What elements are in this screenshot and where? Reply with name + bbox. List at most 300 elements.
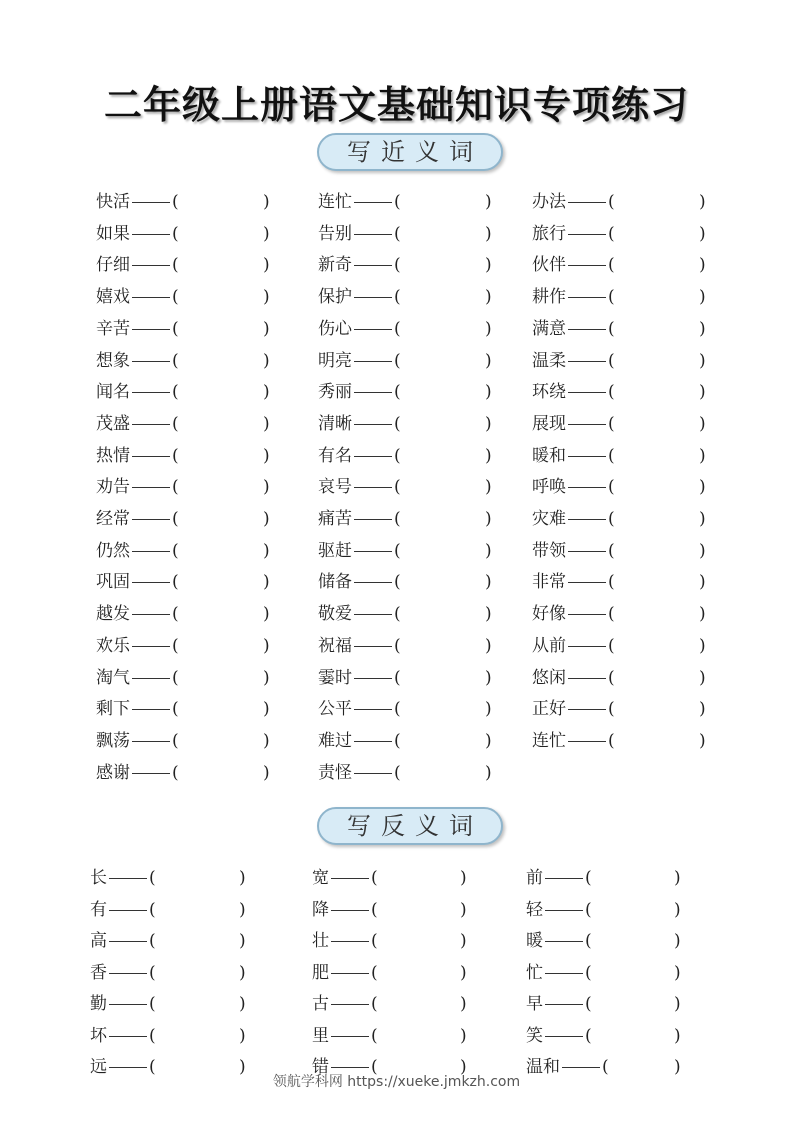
open-paren: ( <box>394 350 401 371</box>
exercise-item <box>318 380 497 404</box>
exercise-item <box>532 190 711 214</box>
open-paren: ( <box>394 699 401 720</box>
exercise-item <box>96 539 275 563</box>
exercise-item <box>532 222 711 246</box>
exercise-item <box>532 317 711 341</box>
dash-line <box>568 487 606 488</box>
exercise-word: 好像 <box>532 604 566 625</box>
exercise-word: 正好 <box>532 699 566 720</box>
exercise-word: 如果 <box>96 223 130 244</box>
close-paren: ) <box>263 382 270 403</box>
close-paren: ) <box>460 1025 467 1046</box>
exercise-item <box>96 222 275 246</box>
dash-line <box>568 519 606 520</box>
open-paren: ( <box>371 1025 378 1046</box>
close-paren: ) <box>460 868 467 888</box>
open-paren: ( <box>149 994 156 1014</box>
close-paren: ) <box>239 868 246 888</box>
dash-line <box>354 678 392 679</box>
open-paren: ( <box>394 635 401 656</box>
dash-line <box>354 329 392 330</box>
exercise-item <box>96 380 275 404</box>
close-paren: ) <box>699 699 706 720</box>
exercise-item <box>312 992 472 1016</box>
exercise-word: 巩固 <box>96 572 130 593</box>
close-paren: ) <box>263 350 270 371</box>
dash-line <box>354 392 392 393</box>
exercise-item <box>90 1024 251 1048</box>
close-paren: ) <box>699 667 706 688</box>
exercise-item <box>96 253 275 277</box>
exercise-item <box>532 444 711 468</box>
dash-line <box>132 678 170 679</box>
close-paren: ) <box>239 1025 246 1046</box>
dash-line <box>132 265 170 266</box>
open-paren: ( <box>172 699 179 720</box>
close-paren: ) <box>674 868 681 888</box>
open-paren: ( <box>172 223 179 244</box>
exercise-item <box>532 697 711 721</box>
open-paren: ( <box>394 477 401 498</box>
open-paren: ( <box>172 509 179 529</box>
dash-line <box>109 1004 147 1005</box>
exercise-word: 勤 <box>90 994 107 1014</box>
open-paren: ( <box>608 223 615 244</box>
exercise-word: 长 <box>90 868 107 888</box>
dash-line <box>109 941 147 942</box>
dash-line <box>568 709 606 710</box>
exercise-item <box>526 992 686 1016</box>
open-paren: ( <box>172 350 179 371</box>
exercise-item <box>96 349 275 373</box>
exercise-item <box>526 929 686 953</box>
open-paren: ( <box>371 962 378 983</box>
exercise-word: 香 <box>90 962 107 983</box>
close-paren: ) <box>263 192 270 212</box>
exercise-word: 里 <box>312 1025 329 1046</box>
exercise-word: 办法 <box>532 192 566 212</box>
exercise-word: 快活 <box>96 192 130 212</box>
close-paren: ) <box>699 477 706 498</box>
open-paren: ( <box>172 192 179 212</box>
exercise-item <box>96 412 275 436</box>
exercise-item <box>318 602 497 626</box>
open-paren: ( <box>394 318 401 339</box>
exercise-item <box>90 992 251 1016</box>
exercise-item <box>526 1024 686 1048</box>
page-title: 二年级上册语文基础知识专项练习 <box>103 82 689 127</box>
exercise-item <box>318 190 497 214</box>
close-paren: ) <box>699 192 706 212</box>
dash-line <box>354 551 392 552</box>
dash-line <box>354 487 392 488</box>
dash-line <box>132 614 170 615</box>
open-paren: ( <box>172 604 179 625</box>
exercise-item <box>532 380 711 404</box>
exercise-word: 降 <box>312 899 329 920</box>
open-paren: ( <box>608 635 615 656</box>
exercise-item <box>90 961 251 985</box>
section-header-antonyms <box>317 807 503 845</box>
dash-line <box>132 202 170 203</box>
exercise-word: 嬉戏 <box>96 287 130 308</box>
exercise-word: 痛苦 <box>318 509 352 529</box>
dash-line <box>568 424 606 425</box>
exercise-word: 错 <box>312 1057 329 1077</box>
close-paren: ) <box>485 509 492 529</box>
dash-line <box>132 646 170 647</box>
exercise-item <box>532 285 711 309</box>
dash-line <box>354 741 392 742</box>
exercise-word: 辛苦 <box>96 318 130 339</box>
close-paren: ) <box>485 255 492 276</box>
dash-line <box>132 487 170 488</box>
open-paren: ( <box>149 899 156 920</box>
close-paren: ) <box>485 287 492 308</box>
open-paren: ( <box>394 255 401 276</box>
exercise-word: 清晰 <box>318 413 352 434</box>
dash-line <box>354 361 392 362</box>
dash-line <box>568 265 606 266</box>
open-paren: ( <box>394 540 401 561</box>
open-paren: ( <box>608 730 615 751</box>
exercise-word: 暖和 <box>532 445 566 466</box>
open-paren: ( <box>149 1057 156 1077</box>
open-paren: ( <box>608 445 615 466</box>
exercise-word: 连忙 <box>532 730 566 751</box>
close-paren: ) <box>239 931 246 951</box>
close-paren: ) <box>460 899 467 920</box>
open-paren: ( <box>585 899 592 920</box>
exercise-item <box>318 253 497 277</box>
footer-watermark: 领航学科网 https://xueke.jmkzh.com <box>272 1074 521 1090</box>
close-paren: ) <box>460 994 467 1014</box>
open-paren: ( <box>149 962 156 983</box>
dash-line <box>354 456 392 457</box>
close-paren: ) <box>674 1025 681 1046</box>
dash-line <box>331 941 369 942</box>
open-paren: ( <box>172 540 179 561</box>
dash-line <box>568 678 606 679</box>
exercise-word: 展现 <box>532 413 566 434</box>
exercise-word: 保护 <box>318 287 352 308</box>
dash-line <box>568 582 606 583</box>
open-paren: ( <box>608 318 615 339</box>
close-paren: ) <box>485 223 492 244</box>
exercise-word: 剩下 <box>96 699 130 720</box>
exercise-item <box>312 1024 472 1048</box>
open-paren: ( <box>172 287 179 308</box>
open-paren: ( <box>172 255 179 276</box>
exercise-item <box>532 634 711 658</box>
open-paren: ( <box>585 962 592 983</box>
dash-line <box>331 1036 369 1037</box>
exercise-item <box>318 539 497 563</box>
open-paren: ( <box>394 413 401 434</box>
dash-line <box>568 202 606 203</box>
dash-line <box>109 973 147 974</box>
exercise-word: 责怪 <box>318 762 352 783</box>
exercise-item <box>90 929 251 953</box>
exercise-word: 坏 <box>90 1025 107 1046</box>
open-paren: ( <box>585 868 592 888</box>
dash-line <box>545 1004 583 1005</box>
exercise-item <box>318 570 497 594</box>
dash-line <box>354 234 392 235</box>
exercise-word: 越发 <box>96 604 130 625</box>
close-paren: ) <box>263 255 270 276</box>
exercise-item <box>318 666 497 690</box>
exercise-item <box>526 866 686 890</box>
close-paren: ) <box>485 318 492 339</box>
exercise-word: 古 <box>312 994 329 1014</box>
dash-line <box>568 551 606 552</box>
exercise-word: 满意 <box>532 318 566 339</box>
exercise-word: 明亮 <box>318 350 352 371</box>
close-paren: ) <box>263 477 270 498</box>
close-paren: ) <box>699 255 706 276</box>
close-paren: ) <box>674 931 681 951</box>
open-paren: ( <box>608 540 615 561</box>
exercise-word: 环绕 <box>532 382 566 403</box>
open-paren: ( <box>371 1057 378 1077</box>
open-paren: ( <box>149 868 156 888</box>
exercise-item <box>318 634 497 658</box>
exercise-item <box>532 666 711 690</box>
exercise-word: 忙 <box>526 962 543 983</box>
close-paren: ) <box>263 287 270 308</box>
exercise-word: 肥 <box>312 962 329 983</box>
exercise-word: 霎时 <box>318 667 352 688</box>
close-paren: ) <box>263 667 270 688</box>
exercise-word: 新奇 <box>318 255 352 276</box>
exercise-item <box>532 539 711 563</box>
open-paren: ( <box>394 762 401 783</box>
exercise-word: 劝告 <box>96 477 130 498</box>
open-paren: ( <box>585 1025 592 1046</box>
open-paren: ( <box>608 382 615 403</box>
close-paren: ) <box>674 994 681 1014</box>
dash-line <box>568 646 606 647</box>
exercise-word: 难过 <box>318 730 352 751</box>
dash-line <box>132 424 170 425</box>
dash-line <box>132 329 170 330</box>
exercise-item <box>96 507 275 531</box>
dash-line <box>354 709 392 710</box>
open-paren: ( <box>371 899 378 920</box>
close-paren: ) <box>699 635 706 656</box>
dash-line <box>354 202 392 203</box>
dash-line <box>562 1067 600 1068</box>
dash-line <box>132 582 170 583</box>
close-paren: ) <box>485 699 492 720</box>
close-paren: ) <box>674 1057 681 1077</box>
section-header-synonyms <box>317 133 503 171</box>
exercise-word: 灾难 <box>532 509 566 529</box>
exercise-item <box>532 570 711 594</box>
dash-line <box>132 709 170 710</box>
open-paren: ( <box>394 604 401 625</box>
exercise-word: 淘气 <box>96 667 130 688</box>
close-paren: ) <box>674 962 681 983</box>
open-paren: ( <box>172 762 179 783</box>
close-paren: ) <box>239 899 246 920</box>
close-paren: ) <box>674 899 681 920</box>
dash-line <box>354 519 392 520</box>
close-paren: ) <box>699 604 706 625</box>
dash-line <box>331 973 369 974</box>
exercise-word: 伙伴 <box>532 255 566 276</box>
exercise-word: 前 <box>526 868 543 888</box>
dash-line <box>545 1036 583 1037</box>
close-paren: ) <box>485 730 492 751</box>
exercise-item <box>318 697 497 721</box>
close-paren: ) <box>263 635 270 656</box>
exercise-word: 宽 <box>312 868 329 888</box>
exercise-item <box>532 349 711 373</box>
exercise-word: 哀号 <box>318 477 352 498</box>
open-paren: ( <box>608 287 615 308</box>
exercise-item <box>90 898 251 922</box>
dash-line <box>132 392 170 393</box>
exercise-item <box>318 761 497 785</box>
exercise-word: 远 <box>90 1057 107 1077</box>
close-paren: ) <box>485 192 492 212</box>
open-paren: ( <box>394 509 401 529</box>
exercise-item <box>526 961 686 985</box>
exercise-item <box>318 317 497 341</box>
close-paren: ) <box>263 604 270 625</box>
exercise-item <box>318 285 497 309</box>
close-paren: ) <box>699 730 706 751</box>
open-paren: ( <box>172 572 179 593</box>
open-paren: ( <box>585 994 592 1014</box>
exercise-item <box>96 666 275 690</box>
exercise-word: 敬爱 <box>318 604 352 625</box>
exercise-item <box>532 729 711 753</box>
open-paren: ( <box>371 868 378 888</box>
exercise-word: 轻 <box>526 899 543 920</box>
dash-line <box>331 1004 369 1005</box>
open-paren: ( <box>394 445 401 466</box>
dash-line <box>568 234 606 235</box>
close-paren: ) <box>485 604 492 625</box>
close-paren: ) <box>699 413 706 434</box>
exercise-item <box>532 412 711 436</box>
close-paren: ) <box>699 350 706 371</box>
dash-line <box>568 614 606 615</box>
dash-line <box>331 1067 369 1068</box>
close-paren: ) <box>239 962 246 983</box>
exercise-item <box>96 761 275 785</box>
exercise-item <box>96 475 275 499</box>
dash-line <box>545 878 583 879</box>
open-paren: ( <box>608 572 615 593</box>
close-paren: ) <box>485 445 492 466</box>
close-paren: ) <box>699 445 706 466</box>
open-paren: ( <box>608 667 615 688</box>
open-paren: ( <box>608 350 615 371</box>
open-paren: ( <box>172 318 179 339</box>
close-paren: ) <box>485 382 492 403</box>
open-paren: ( <box>172 413 179 434</box>
exercise-item <box>96 190 275 214</box>
exercise-item <box>312 929 472 953</box>
exercise-item <box>312 961 472 985</box>
exercise-word: 储备 <box>318 572 352 593</box>
exercise-word: 壮 <box>312 931 329 951</box>
dash-line <box>354 614 392 615</box>
exercise-word: 驱赶 <box>318 540 352 561</box>
dash-line <box>132 551 170 552</box>
dash-line <box>331 910 369 911</box>
dash-line <box>354 424 392 425</box>
exercise-item <box>318 475 497 499</box>
exercise-item <box>96 634 275 658</box>
close-paren: ) <box>263 445 270 466</box>
close-paren: ) <box>699 382 706 403</box>
exercise-word: 告别 <box>318 223 352 244</box>
close-paren: ) <box>699 223 706 244</box>
section-label: 写反义词 <box>347 812 483 840</box>
close-paren: ) <box>485 667 492 688</box>
exercise-item <box>526 898 686 922</box>
open-paren: ( <box>172 382 179 403</box>
close-paren: ) <box>263 572 270 593</box>
open-paren: ( <box>608 413 615 434</box>
exercise-item <box>532 475 711 499</box>
close-paren: ) <box>485 540 492 561</box>
exercise-item <box>96 602 275 626</box>
exercise-word: 经常 <box>96 509 130 529</box>
open-paren: ( <box>371 994 378 1014</box>
exercise-item <box>318 444 497 468</box>
dash-line <box>109 1067 147 1068</box>
dash-line <box>109 910 147 911</box>
close-paren: ) <box>263 699 270 720</box>
exercise-item <box>318 412 497 436</box>
close-paren: ) <box>239 1057 246 1077</box>
open-paren: ( <box>172 477 179 498</box>
exercise-word: 非常 <box>532 572 566 593</box>
exercise-item <box>96 729 275 753</box>
close-paren: ) <box>263 730 270 751</box>
open-paren: ( <box>394 667 401 688</box>
close-paren: ) <box>263 762 270 783</box>
exercise-word: 悠闲 <box>532 667 566 688</box>
exercise-word: 飘荡 <box>96 730 130 751</box>
open-paren: ( <box>394 572 401 593</box>
exercise-word: 从前 <box>532 635 566 656</box>
exercise-word: 欢乐 <box>96 635 130 656</box>
close-paren: ) <box>460 1057 467 1077</box>
dash-line <box>132 361 170 362</box>
close-paren: ) <box>699 318 706 339</box>
dash-line <box>132 456 170 457</box>
dash-line <box>132 297 170 298</box>
close-paren: ) <box>263 540 270 561</box>
open-paren: ( <box>172 667 179 688</box>
dash-line <box>568 741 606 742</box>
exercise-item <box>96 444 275 468</box>
dash-line <box>132 741 170 742</box>
exercise-item <box>318 222 497 246</box>
open-paren: ( <box>149 1025 156 1046</box>
close-paren: ) <box>699 509 706 529</box>
exercise-word: 有 <box>90 899 107 920</box>
close-paren: ) <box>263 318 270 339</box>
exercise-word: 有名 <box>318 445 352 466</box>
